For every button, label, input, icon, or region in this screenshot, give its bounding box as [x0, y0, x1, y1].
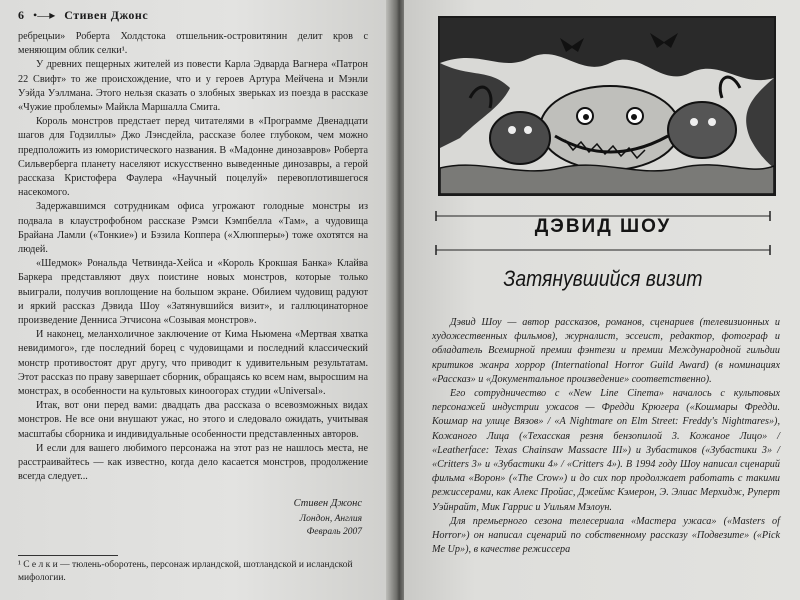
page-number: 6	[18, 8, 24, 22]
header-author: Стивен Джонс	[64, 8, 149, 22]
monster-illustration-icon	[440, 18, 774, 194]
signature-place: Лондон, Англия	[299, 514, 362, 524]
story-title: Затянувшийся визит	[503, 266, 703, 291]
paragraph: «Шедмок» Рональда Четвинда-Хейса и «Король Крокшая Банка» Клайва Баркера представляют двух поистине новых монстров, которые только выиграли, получив воплощение на большом экране. Обилием чудовищ радуют и яркий рассказ Дэвида Шоу «Затянувшийся визит», и галлюцинаторное произведение Денниса Этчисона «Созывая монстров».	[18, 258, 368, 327]
paragraph: И если для вашего любимого персонажа на этот раз не нашлось места, не расстраивайтесь — как известно, когда дело касается монстров, продолжение всегда следует...	[18, 442, 368, 483]
paragraph: Его сотрудничество с «New Line Cinema» началось с культовых персонажей индустрии ужасов — Фредди Крюгера («Кошмары Фредди. Кошмар на улице Вязов» / «A Nightmare on Elm Street: Freddy's Nightmares»), Кожаного Лица («Техасская резня бензопилой 3. Кожаное Лицо» / «Leatherface: Texas Chainsaw Massacre III») и Зубастиков («Зубастики 3» / «Critters 3» и «Зубастики 4» / «Critters 4»). В 1994 году Шоу написал сценарий фильма «Ворон» («The Crow») и до сих пор продолжает работать с такими режиссерами, как Алекс Пройас, Джеймс Кэмерон, Э. Элиас Мерхидж, Руперт Уэйнрайт, Мик Гаррис и Уильям Мэлоун.	[432, 388, 780, 513]
paragraph: ребрецыи» Роберта Холдстока отшельник-островитянин делит кров с меняющим облик селки¹.	[18, 31, 368, 57]
right-body-text	[432, 316, 780, 557]
ornament-arrow-icon: •—▸	[33, 8, 56, 22]
paragraph: Король монстров предстает перед читателями в «Программе Двенадцати шагов для Годзиллы» Джо Лэнсдейла, рассказе более глубоком, чем можно предположить из юмористического названия. В «Мадонне динозавров» Роберта Сильверберга планету населяют искусственно выведенные динозавры, а герой рассказа Кристофера Фаулера «Научный поцелуй» перевоплотившегося насекомого.	[18, 116, 368, 199]
paragraph: И наконец, меланхоличное заключение от Кима Ньюмена «Мертвая хватка невидимого», где последний борец с чудовищами и последний классический монстр противостоят друг другу, что приводит к удивительным результатам. Этот рассказ по праву завершает сборник, обращаясь ко всем нам, выросшим на монстрах, в особенности на культовых киноогорах студии «Universal».	[18, 329, 368, 398]
chapter-divider-ornament-lower	[432, 240, 774, 260]
paragraph: Задержавшимся сотрудникам офиса угрожают голодные монстры из подвала в клаустрофобном рассказе Рэмси Кэмпбелла «Там», а чудовища Брайана Ламли («Тонкие») и Бэзила Коппера («Хлюпперы») тоже охотятся на людей.	[18, 201, 368, 256]
left-body-text	[18, 30, 368, 485]
paragraph: Итак, вот они перед вами: двадцать два рассказа о всевозможных видах монстров. Не все они внушают ужас, но этого и следовало ожидать, учитывая масштабы сборника и индивидуальные особенности представленных авторов.	[18, 400, 368, 440]
monster-illustration	[438, 16, 776, 196]
chapter-author: ДЭВИД ШОУ	[534, 216, 672, 237]
signature-name: Стивен Джонс	[293, 498, 362, 509]
left-page	[0, 0, 392, 600]
paragraph: У древних пещерных жителей из повести Карла Эдварда Вагнера «Патрон 22 Свифт» то же происхождение, что и у героев Артура Мейчена и Мэнли Уэйда Уэллмана. Этого нельзя сказать о злобных зверьках из поезда в рассказе «Чужие проблемы» Майкла Маршалла Смита.	[18, 59, 368, 114]
running-header	[18, 8, 148, 23]
footnote: ¹ С е л к и — тюлень-оборотень, персонаж ирландской, шотландской и исландской мифологии.	[18, 560, 353, 583]
footnote-divider	[18, 555, 118, 556]
signature-date: Февраль 2007	[306, 527, 362, 537]
paragraph: Для премьерного сезона телесериала «Мастера ужаса» («Masters of Horror») он написал сценарий по собственному рассказу «Подвезите» («Pick Me Up»), в качестве режиссера	[432, 515, 780, 556]
paragraph: Дэвид Шоу — автор рассказов, романов, сценариев (телевизионных и художественных фильмов), журналист, эссеист, редактор, фотограф и обладатель Всемирной премии фэнтези и премии Международной гильдии критиков жанра хоррор (International Horror Guild Award) (в номинациях «Рассказ» и «Документальное произведение» соответственно).	[432, 317, 780, 385]
